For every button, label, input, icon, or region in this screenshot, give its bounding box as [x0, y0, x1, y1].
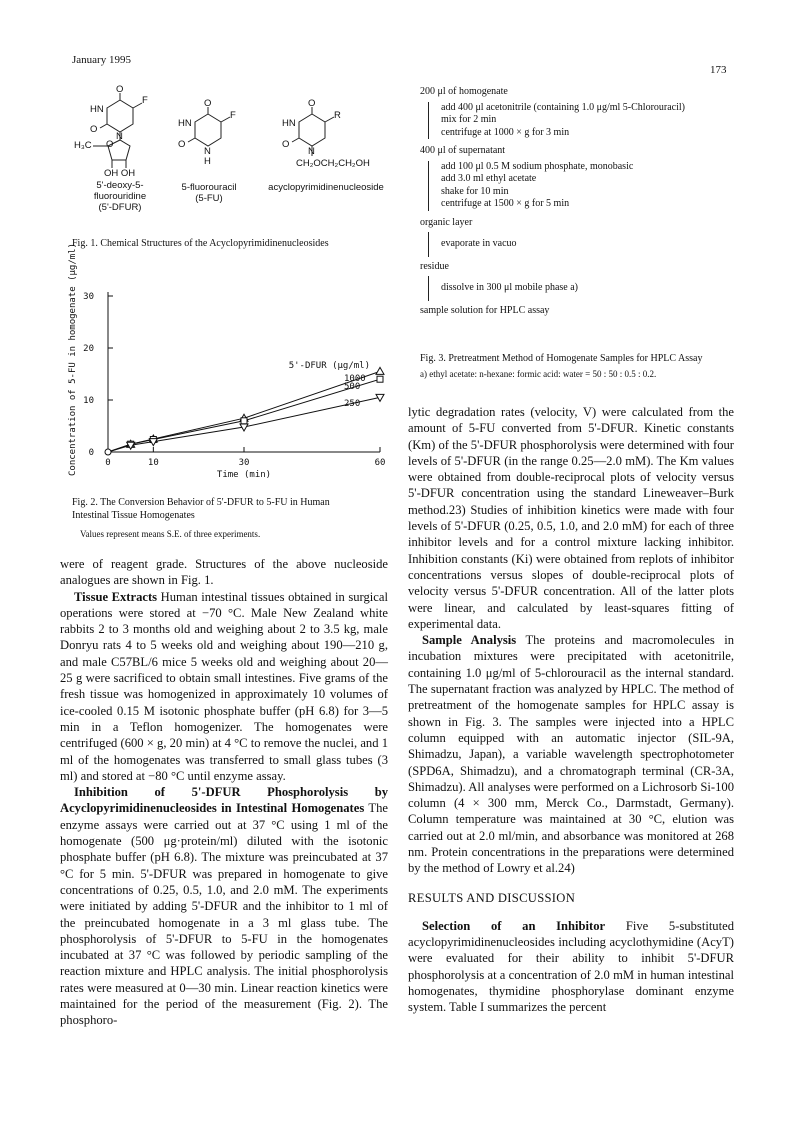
atom-label: F	[142, 95, 148, 106]
atom-label: O	[308, 98, 316, 109]
atom-label: N	[204, 146, 211, 157]
atom-label: O	[116, 84, 124, 95]
side-chain-label: CH₂OCH₂CH₂OH	[296, 158, 370, 169]
legend-title: 5'-DFUR (μg/ml)	[288, 361, 370, 371]
flow-step: add 400 μl acetonitrile (containing 1.0 μg/ml 5-Chlorouracil)	[441, 101, 685, 113]
page-number: 173	[710, 64, 727, 76]
atom-label: HN	[90, 104, 104, 115]
paragraph-tissue-extracts: Tissue Extracts Human intestinal tissues obtained in surgical operations were stored at −70 °C. Male New Zealand white rabbits 2 to 3 months old and weighing about 2 to 3.5 kg, male Donryu rats 4 to 5 weeks old and weighing about 190—210 g, and male C57BL/6 mice 5 weeks old and weighing about 20—25 g were sacrificed to obtain small intestines. Five grams of the fresh tissue was homogenized in approximately 10 volumes of ice-cooled 0.15 M isotonic phosphate buffer (pH 6.8) for 3—5 min in a Teflon homogenizer. The homogenates were centrifuged (600 × g, 20 min) at 4 °C to remove the nuclei, and 1 ml of the homogenates was transferred to small glass tubes (3 ml) and stored at −80 °C until enzyme assay.	[60, 589, 388, 783]
atom-label: O	[204, 98, 212, 109]
atom-label: F	[230, 110, 236, 121]
structure-name-acyclo: acyclopyrimidinenucleoside	[268, 182, 384, 193]
flow-step: centrifuge at 1500 × g for 5 min	[441, 198, 570, 209]
flow-step-group	[428, 102, 740, 140]
left-column	[60, 556, 388, 1029]
x-tick-label: 30	[238, 458, 250, 468]
atom-label: R	[334, 110, 341, 121]
running-date: January 1995	[72, 54, 131, 66]
flow-step: add 100 μl 0.5 M sodium phosphate, monobasic	[441, 160, 634, 172]
flow-step-head: organic layer	[420, 216, 473, 228]
flow-final: sample solution for HPLC assay	[420, 304, 550, 316]
paragraph: lytic degradation rates (velocity, V) were calculated from the amount of 5-FU converted from 5'-DFUR. Kinetic constants (Km) of the 5'-DFUR phosphorolysis were determined with four levels of 5'-DFUR (in the range 0.25—2.0 mM). The Km values were obtained from double-reciprocal plots of velocity versus 5'-DFUR concentration using the standard Lineweaver–Burk method.23) Studies of inhibition kinetics were made with four levels of 5'-DFUR (0.25, 0.5, 1.0, and 2.0 mM) for each of three inhibitor levels and for a control mixture lacking inhibitor. Inhibition constants (Ki) were obtained from replots of inhibitor concentrations versus slopes of double-reciprocal plots of velocity versus 5'-DFUR concentration. All of the latter plots were linear, and calculated by least-squares fitting of experimental data.	[408, 405, 734, 631]
figure-2-caption: Fig. 2. The Conversion Behavior of 5'-DFUR to 5-FU in Human Intestinal Tissue Homogenates	[72, 497, 330, 521]
y-tick-label: 0	[88, 448, 94, 458]
flow-step-head: 400 μl of supernatant	[420, 145, 506, 156]
figure-3-flowchart	[420, 86, 740, 317]
data-point-origin	[105, 449, 111, 455]
series-label: 500	[344, 382, 361, 392]
atom-label: HN	[282, 118, 296, 129]
y-tick-label: 30	[83, 292, 94, 302]
flow-step: dissolve in 300 μl mobile phase a)	[441, 282, 579, 293]
flow-step-group	[428, 161, 740, 211]
figure-2-note: Values represent means S.E. of three experiments.	[80, 529, 261, 539]
atom-label: O	[282, 139, 290, 150]
section-heading: RESULTS AND DISCUSSION	[408, 890, 576, 905]
atom-label: H₃C	[74, 140, 92, 151]
paragraph-selection: Selection of an Inhibitor Five 5-substituted acyclopyrimidinenucleosides including acyclothymidine (AcyT) were evaluated for their ability to inhibit 5'-DFUR phosphorolysis at a concentration of 2.0 mM in human intestinal homogenates, thymidine phosphorylase dominant enzyme system. Table I summarizes the percent	[408, 918, 734, 1015]
atom-label: OH OH	[104, 168, 136, 179]
flow-step-head: 200 μl of homogenate	[420, 86, 508, 97]
atom-label: O	[106, 139, 114, 150]
data-point	[241, 418, 247, 424]
paragraph-sample-analysis: Sample Analysis The proteins and macromolecules in incubation mixtures were precipitated with acetonitrile, containing 1.0 μg/ml of 5-chlorouracil as the internal standard. The supernatant fraction was analyzed by HPLC. The method of pretreatment of the homogenate samples for HPLC assay is shown in Fig. 3. The samples were injected into a HPLC column equipped with an automatic injector (SIL-9A, Shimadzu, Japan), a variable wavelength spectrophotometer (SPD6A, Shimadzu), and a chromatograph terminal (CR-3A, Shimadzu). All analyses were performed on a Lichrosorb Si-100 column (4 × 300 mm, Merck Co., Darmstadt, Germany). Column temperature was maintained at 30 °C, elution was carried out at 2.0 ml/min, and absorbance was monitored at 268 nm. Protein concentrations in the preparations were determined by the method of Lowry et al.24)	[408, 633, 735, 876]
structure-name-5-dfur: 5'-deoxy-5- fluorouridine (5'-DFUR)	[93, 180, 147, 213]
figure-1-caption: Fig. 1. Chemical Structures of the Acyclopyrimidinenucleosides	[72, 238, 329, 249]
x-tick-label: 0	[105, 458, 111, 468]
y-tick-label: 10	[83, 396, 94, 406]
atom-label: O	[178, 139, 186, 150]
atom-label: HN	[178, 118, 192, 129]
flow-step: add 3.0 ml ethyl acetate	[441, 173, 537, 184]
series-label: 1000	[344, 374, 366, 384]
series-label: 250	[344, 399, 361, 409]
atom-label: N	[116, 131, 123, 142]
atom-label: H	[204, 156, 211, 167]
flow-step: evaporate in vacuo	[441, 238, 517, 249]
paragraph-inhibition: Inhibition of 5'-DFUR Phosphorolysis by Acyclopyrimidinenucleosides in Intestinal Homogenates The enzyme assays were carried out at 37 °C using 1 ml of the homogenate (500 μg·protein/ml) diluted with the isotonic phosphate buffer (pH 6.8). The mixture was preincubated at 37 °C for 5 min. 5'-DFUR was prepared in homogenate to give concentrations of 0.25, 0.5, 1.0, and 2.0 mM. The experiments were initiated by adding 5'-DFUR and the inhibitor to 1 ml of the preincubated homogenate in a 3 ml glass tube. The phosphorolysis of 5'-DFUR to 5-FU in the homogenates incubated at 37 °C was followed by periodic sampling of the reaction mixture and HPLC analysis. The initial phosphorolysis rates were measured at 0—30 min. Linear reaction kinetics were maintained for the period of the measurement (Fig. 2). The phosphoro-	[60, 785, 388, 1028]
atom-label: N	[308, 146, 315, 157]
paragraph: were of reagent grade. Structures of the above nucleoside analogues are shown in Fig. 1.	[60, 557, 388, 588]
figure-3-note: a) ethyl acetate: n-hexane: formic acid: water = 50 : 50 : 0.5 : 0.2.	[420, 369, 657, 379]
atom-label: O	[90, 124, 98, 135]
flow-step: shake for 10 min	[441, 185, 509, 197]
flow-step: mix for 2 min	[441, 114, 497, 125]
flow-step: centrifuge at 1000 × g for 3 min	[441, 126, 570, 138]
flow-step-head: residue	[420, 260, 449, 272]
figure-3-caption: Fig. 3. Pretreatment Method of Homogenate Samples for HPLC Assay	[420, 353, 703, 364]
flow-step-group	[428, 232, 740, 257]
data-point	[376, 367, 384, 374]
series-line-1000	[108, 371, 380, 452]
x-tick-label: 10	[147, 458, 159, 468]
x-tick-label: 60	[374, 458, 386, 468]
right-column	[408, 404, 734, 1015]
flow-step-group	[428, 276, 740, 301]
data-point	[377, 376, 383, 382]
y-tick-label: 20	[83, 344, 94, 354]
x-axis-label: Time (min)	[216, 470, 272, 480]
chart-y-axis-label: Concentration of 5-FU in homogenate (μg/ml)	[68, 243, 78, 476]
structure-name-5-fu: 5-fluorouracil (5-FU)	[181, 182, 237, 204]
figure-1	[60, 84, 400, 234]
